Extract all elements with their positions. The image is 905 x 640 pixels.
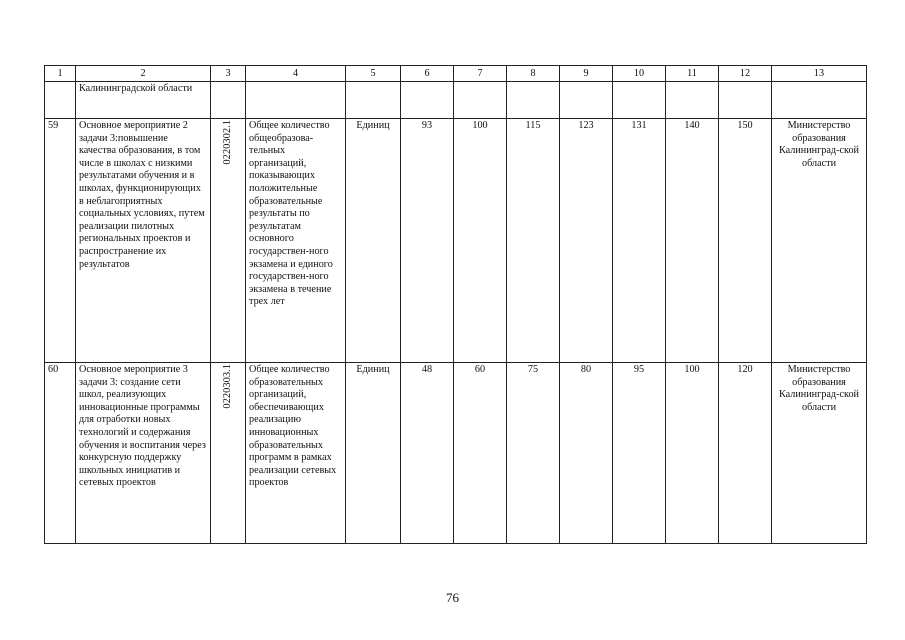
column-header: 10 [613,66,666,82]
column-header: 12 [719,66,772,82]
column-header: 3 [211,66,246,82]
column-header: 9 [560,66,613,82]
activity-cell: Основное мероприятие 3 задачи 3: создание сети школ, реализующих инновационные программы для отработки новых технологий и содержания обучения и воспитания через конкурсную поддержку школьных инициатив и сетевых проектов [76,363,211,544]
column-header: 7 [454,66,507,82]
continuation-text: Калининградской области [76,82,211,119]
column-header: 13 [772,66,867,82]
column-header: 5 [346,66,401,82]
value-cell: 48 [401,363,454,544]
value-cell: 100 [666,363,719,544]
indicator-cell: Общее количество образовательных организаций, обеспечивающих реализацию инновационных образовательных программ в рамках реализации сетевых проектов [246,363,346,544]
value-cell: 75 [507,363,560,544]
budget-code: 0220303.1 [222,364,233,409]
column-header: 6 [401,66,454,82]
column-header: 2 [76,66,211,82]
value-cell: 100 [454,119,507,363]
unit-cell: Единиц [346,119,401,363]
table-row [45,119,867,363]
code-cell [211,119,246,363]
row-number: 60 [45,363,76,544]
value-cell: 123 [560,119,613,363]
indicator-cell: Общее количество общеобразова-тельных организаций, показывающих положительные образовательные результаты по результатам основного государствен-ного экзамена и единого государствен-ного экзамена в течение трех лет [246,119,346,363]
value-cell: 140 [666,119,719,363]
column-header: 11 [666,66,719,82]
value-cell: 120 [719,363,772,544]
value-cell: 95 [613,363,666,544]
column-header: 1 [45,66,76,82]
value-cell: 150 [719,119,772,363]
table-row [45,363,867,544]
row-number: 59 [45,119,76,363]
responsible-cell: Министерство образования Калининград-ской области [772,119,867,363]
value-cell: 80 [560,363,613,544]
program-indicators-table [44,65,867,544]
responsible-cell: Министерство образования Калининград-ской области [772,363,867,544]
page-number: 76 [446,590,459,605]
column-header: 8 [507,66,560,82]
value-cell: 131 [613,119,666,363]
continuation-row [45,82,867,119]
value-cell: 93 [401,119,454,363]
column-number-header-row [45,66,867,82]
activity-cell: Основное мероприятие 2 задачи 3:повышение качества образования, в том числе в школах с низкими результатами обучения и в школах, функционирующих в неблагоприятных социальных условиях, путем реализации пилотных региональных проектов и распространение их результатов [76,119,211,363]
column-header: 4 [246,66,346,82]
code-cell [211,363,246,544]
value-cell: 60 [454,363,507,544]
value-cell: 115 [507,119,560,363]
unit-cell: Единиц [346,363,401,544]
budget-code: 0220302.1 [222,120,233,165]
